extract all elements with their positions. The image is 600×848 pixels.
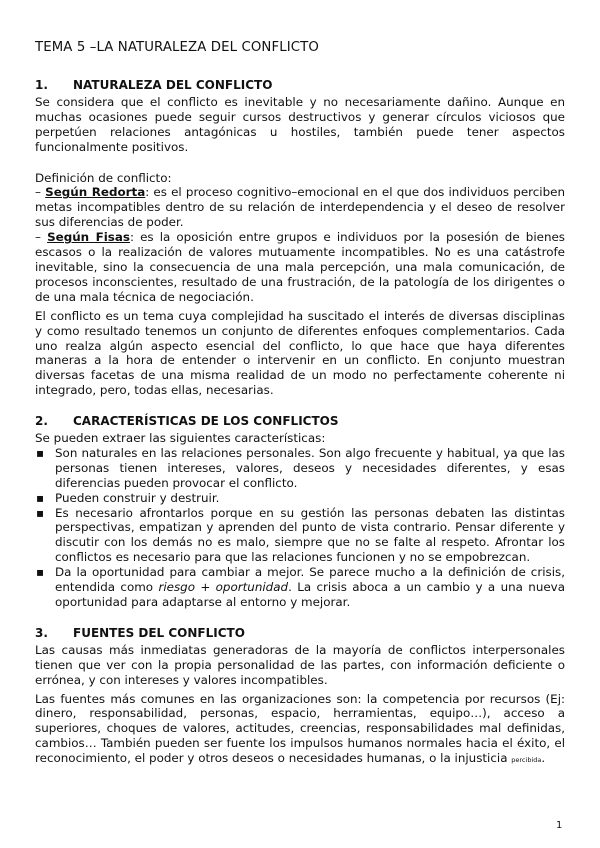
list-item-text: Es necesario afrontarlos porque en su gestión las personas debaten las distintas perspectivas, empatizan y aprenden del punto de vista contrario. Pensar diferente y discutir con los demás no es malo, siempre que no se falte al respeto. Afrontar los conflictos es necesario para que las relaciones funcionen y no se empobrezcan. (55, 505, 565, 565)
definition-fisas (35, 230, 565, 305)
definition-dash: – (35, 230, 41, 245)
list-item-emphasis: riesgo + oportunidad (158, 580, 289, 595)
definition-label: Definición de conflicto: (35, 170, 172, 185)
list-item-text: Da la oportunidad para cambiar a mejor. Se parece mucho a la definición de crisis, entendida como (55, 565, 565, 595)
document-body (35, 78, 565, 768)
section-1-intro: Se considera que el conflicto es inevitable y no necesariamente dañino. Aunque en muchas ocasiones puede seguir cursos destructivos y generar círculos viciosos que perpetúen relaciones antagónicas u hostiles, también puede tener aspectos funcionalmente positivos. (35, 94, 565, 154)
definition-redorta (35, 185, 565, 230)
list-item (35, 506, 565, 566)
list-item-text: . La crisis aboca a un cambio y a una nueva oportunidad para adaptarse al entorno y mejorar. (55, 580, 566, 609)
section-3-number: 3. (35, 625, 48, 640)
page-number: 1 (556, 820, 563, 831)
section-2-intro: Se pueden extraer las siguientes características: (35, 431, 326, 446)
section-3-paragraph-2-end: . (541, 751, 546, 766)
bullet-marker: ▪ (36, 445, 45, 460)
bullet-marker: ▪ (36, 505, 45, 520)
list-item (35, 446, 565, 491)
section-3-title: FUENTES DEL CONFLICTO (73, 625, 245, 640)
bullet-marker: ▪ (36, 565, 45, 580)
section-3-paragraph-1: Las causas más inmediatas generadoras de la mayoría de conflictos interpersonales tienen que ver con la propia personalidad de las partes, con información deficiente o errónea, y con intereses y valores incompatibles. (35, 642, 565, 687)
section-3-heading (35, 626, 565, 641)
definition-text-fisas: : es la oposición entre grupos e individuos por la posesión de bienes escasos o la realización de valores mutuamente incompatibles. No es una catástrofe inevitable, sino la consecuencia de una mala percepción, una mala comunicación, de procesos inconscientes, resultado de una frustración, de la patología de los dirigentes o de una mala técnica de negociación. (35, 230, 565, 304)
section-2-title: CARACTERÍSTICAS DE LOS CONFLICTOS (73, 414, 339, 429)
section-1-heading (35, 78, 565, 93)
section-3-paragraph-2 (35, 692, 565, 769)
list-item-text: Pueden construir y destruir. (55, 490, 220, 505)
small-annotation: percibida (511, 756, 542, 765)
section-2-number: 2. (35, 414, 48, 429)
section-1-number: 1. (35, 78, 48, 92)
list-item-text: Son naturales en las relaciones personales. Son algo frecuente y habitual, ya que las personas tienen intereses, valores, deseos y necesidades diferentes, y esas diferencias pueden provocar el conflicto. (55, 445, 565, 490)
bullet-marker: ▪ (36, 490, 45, 505)
section-3-paragraph-2-text: Las fuentes más comunes en las organizaciones son: la competencia por recursos (Ej: dinero, responsabilidad, personas, espacio, herramientas, equipo…), acceso a superiores, choques de valores, actitudes, creencias, responsabilidades mal definidas, cambios… También pueden ser fuente los impulsos humanos normales hacia el éxito, el reconocimiento, el poder y otros deseos o necesidades humanas, o la injusticia (35, 691, 565, 766)
definition-dash: – (35, 185, 41, 200)
definition-term-redorta: Según Redorta (45, 185, 146, 200)
list-item (35, 491, 565, 506)
section-2-heading (35, 414, 565, 429)
list-item (35, 565, 565, 610)
document-title: TEMA 5 –LA NATURALEZA DEL CONFLICTO (35, 40, 319, 55)
definition-text-redorta: : es el proceso cognitivo–emocional en el que dos individuos perciben metas incompatibles dentro de su relación de interdependencia y el deseo de resolver sus diferencias de poder. (35, 185, 566, 230)
section-1-closing: El conflicto es un tema cuya complejidad ha suscitado el interés de diversas disciplinas y como resultado tenemos un conjunto de diferentes enfoques complementarios. Cada uno realza algún aspecto esencial del conflicto, lo que hace que haya diferentes maneras a la hora de entender o intervenir en un conflicto. En conjunto muestran diversas facetas de una misma realidad de un modo no perfectamente coherente ni integrado, pero, todas ellas, necesarias. (35, 308, 565, 398)
definition-term-fisas: Según Fisas (47, 230, 130, 245)
section-1-title: NATURALEZA DEL CONFLICTO (73, 78, 273, 92)
characteristics-list (35, 446, 565, 610)
